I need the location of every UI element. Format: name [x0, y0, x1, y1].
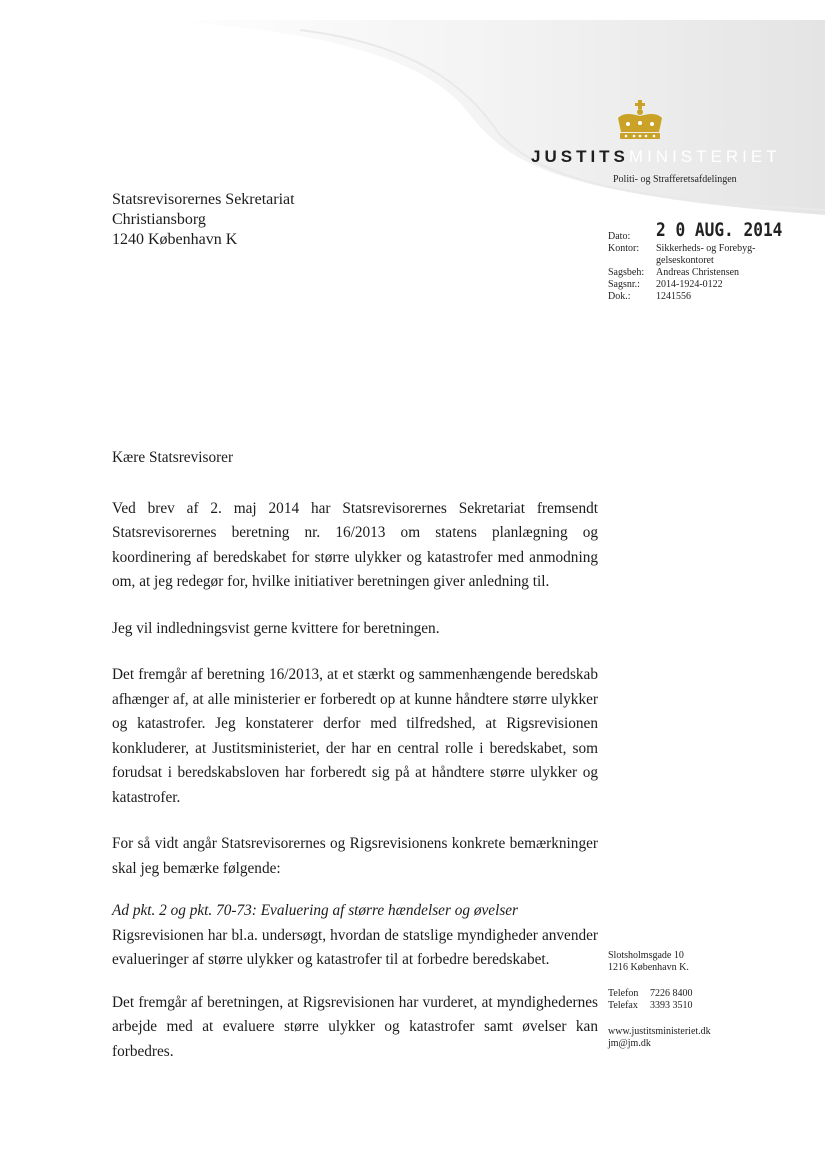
section-heading: Ad pkt. 2 og pkt. 70-73: Evaluering af større hændelser og øvelser [112, 902, 519, 919]
address-line-1: Slotsholmsgade 10 [608, 950, 684, 961]
meta-label: Dok.: [608, 291, 631, 302]
meta-row [608, 255, 776, 267]
meta-row [608, 291, 776, 303]
recipient-line-2: Christiansborg [112, 211, 206, 228]
phone-label: Telefon [608, 988, 639, 999]
meta-value: 2014-1924-0122 [656, 279, 723, 290]
footer-address [608, 950, 711, 974]
salutation: Kære Statsrevisorer [112, 449, 234, 466]
paragraph-4: For så vidt angår Statsrevisorernes og Rigsrevisionens konkrete bemærkninger skal jeg bemærke følgende: [112, 835, 598, 877]
paragraph-1: Ved brev af 2. maj 2014 har Statsrevisorernes Sekretariat fremsendt Statsrevisorernes beretning nr. 16/2013 om statens planlægning og koordinering af beredskabet for større ulykker og katastrofer med anmodning om, at jeg redegør for, hvilke initiativer beretningen giver anledning til. [112, 499, 598, 590]
fax-row [608, 1000, 711, 1012]
letter-body [112, 446, 598, 1086]
recipient-line-3: 1240 København K [112, 231, 238, 248]
footer-web [608, 1026, 711, 1050]
meta-value: Sikkerheds- og Forebyg- [656, 243, 756, 254]
meta-value: 1241556 [656, 291, 691, 302]
phone-row [608, 988, 711, 1000]
paragraph-5: Rigsrevisionen har bl.a. undersøgt, hvordan de statslige myndigheder anvender evalueringer af større ulykker og katastrofer til at forbedre beredskabet. [112, 926, 598, 968]
paragraph-6: Det fremgår af beretningen, at Rigsrevisionen har vurderet, at myndighedernes arbejde med at evaluere større ulykker og katastrofer samt øvelser kan forbedres. [112, 993, 598, 1060]
date-stamp: 2 0 AUG. 2014 [656, 219, 783, 241]
recipient-line-1: Statsrevisorernes Sekretariat [112, 191, 295, 208]
paragraph-3: Det fremgår af beretning 16/2013, at et stærkt og sammenhængende beredskab afhænger af, at alle ministerier er forberedt op at kunne håndtere større ulykker og katastrofer. Jeg konstaterer derfor med tilfredshed, at Rigsrevisionen konkluderer, at Justitsministeriet, der har en central rolle i beredskabet, som forudsat i beredskabsloven har forberedt sig på at håndtere større ulykker og katastrofer. [112, 666, 598, 806]
website: www.justitsministeriet.dk [608, 1026, 711, 1037]
fax-number: 3393 3510 [650, 1000, 693, 1011]
meta-value: gelseskontoret [656, 255, 714, 266]
crown-icon [614, 100, 666, 142]
footer-phones [608, 988, 711, 1012]
logo-text-justits: JUSTITS [531, 147, 629, 166]
paragraph-2: Jeg vil indledningsvist gerne kvittere for beretningen. [112, 619, 440, 637]
address-line-2: 1216 København K. [608, 962, 689, 973]
meta-label: Sagsnr.: [608, 279, 640, 290]
meta-label: Kontor: [608, 243, 640, 254]
logo-text-ministeriet: MINISTERIET [628, 147, 781, 166]
meta-label [608, 255, 656, 267]
phone-number: 7226 8400 [650, 988, 693, 999]
contact-footer [608, 950, 711, 1064]
meta-label: Sagsbeh: [608, 267, 645, 278]
meta-row [608, 279, 776, 291]
recipient-address [112, 190, 295, 250]
meta-label: Dato: [608, 231, 631, 242]
ministry-logo-text [531, 147, 781, 167]
department-name: Politi- og Strafferetsafdelingen [613, 174, 737, 185]
meta-row [608, 243, 776, 255]
meta-value: Andreas Christensen [656, 267, 740, 278]
meta-row [608, 267, 776, 279]
email: jm@jm.dk [608, 1038, 651, 1049]
fax-label: Telefax [608, 1000, 638, 1011]
